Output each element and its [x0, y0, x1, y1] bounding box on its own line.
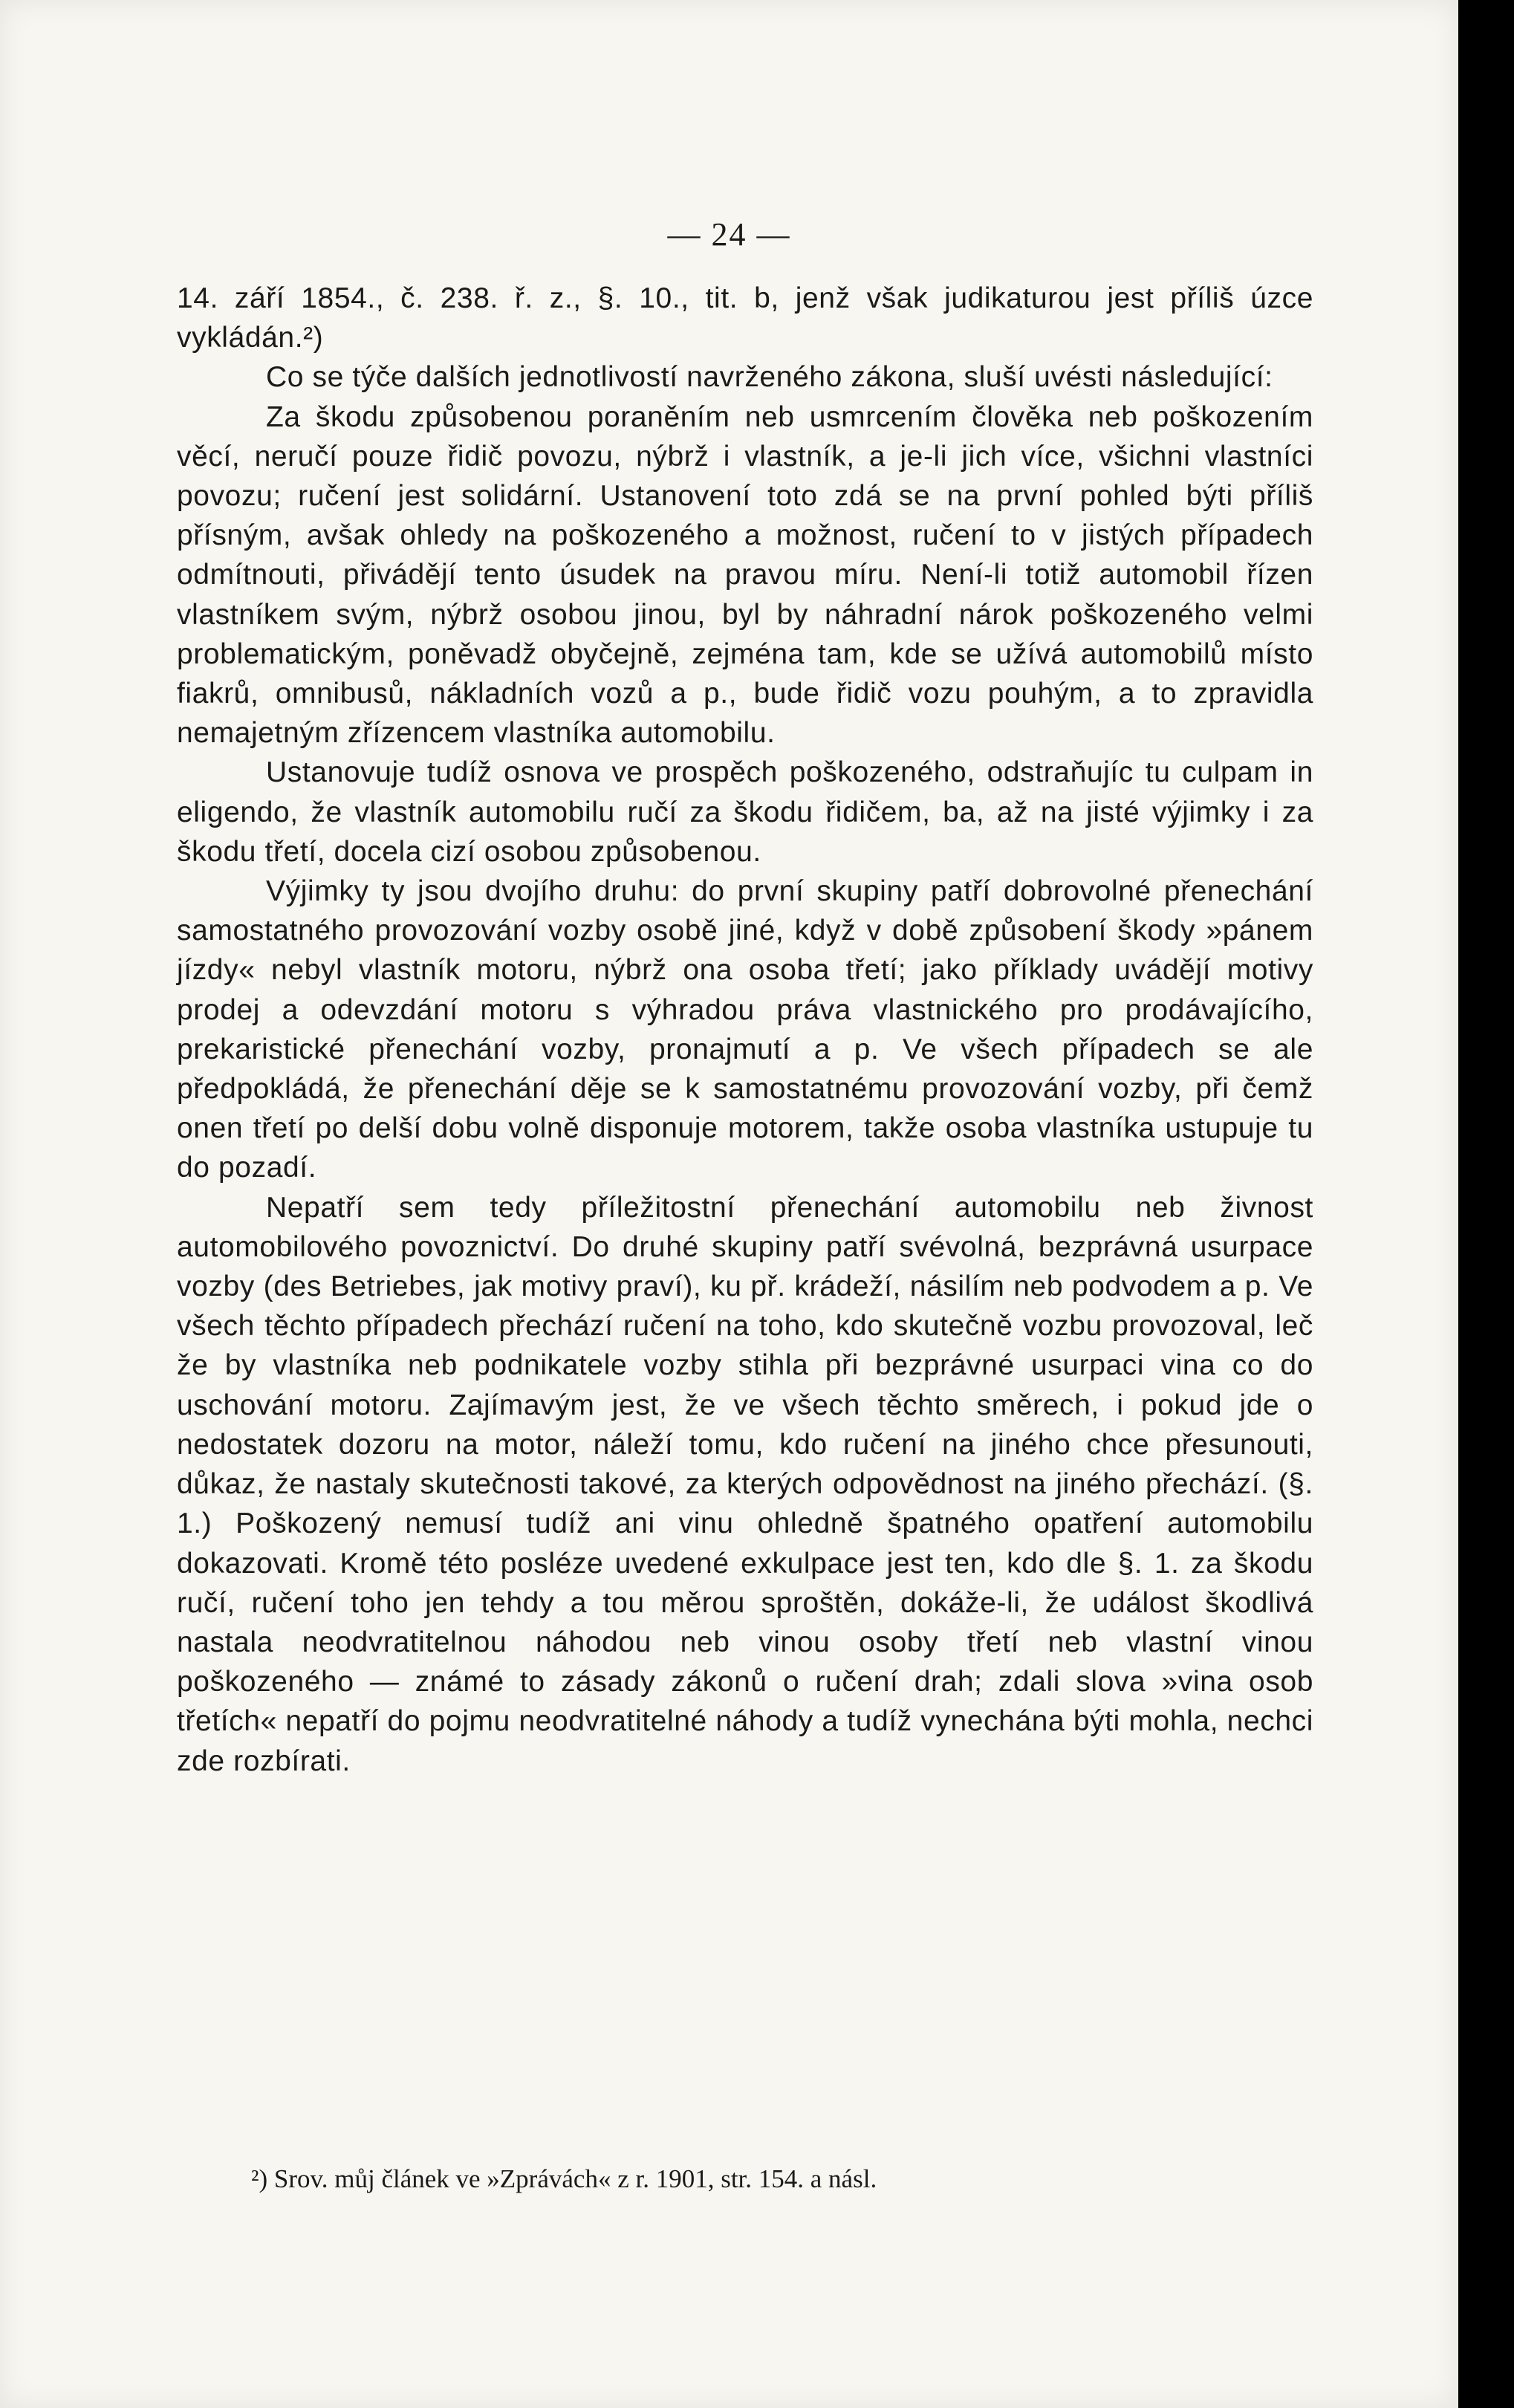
paragraph-3: Za škodu způsobenou poraněním neb usmrcením člověka neb poškozením věcí, neručí pouze řidič povozu, nýbrž i vlastník, a je-li jich více, všichni vlastníci povozu; ručení jest solidární. Ustanovení toto zdá se na první pohled býti příliš přísným, avšak ohledy na poškozeného a možnost, ručení to v jistých případech odmítnouti, přivádějí tento úsudek na pravou míru. Není-li totiž automobil řízen vlastníkem svým, nýbrž osobou jinou, byl by náhradní nárok poškozeného velmi problematickým, poněvadž obyčejně, zejména tam, kde se užívá automobilů místo fiakrů, omnibusů, nákladních vozů a p., bude řidič vozu pouhým, a to zpravidla nemajetným zřízencem vlastníka automobilu. — [177, 400, 1313, 750]
paragraph-1: 14. září 1854., č. 238. ř. z., §. 10., tit. b, jenž však judikaturou jest příliš úzce vykládán.²) — [177, 282, 1313, 354]
paragraph-5: Výjimky ty jsou dvojího druhu: do první skupiny patří dobrovolné přenechání samostatného provozování vozby osobě jiné, když v době způsobení škody »pánem jízdy« nebyl vlastník motoru, nýbrž ona osoba třetí; jako příklady uvádějí motivy prodej a odevzdání motoru s výhradou práva vlastnického pro prodávajícího, prekaristické přenechání vozby, pronajmutí a p. Ve všech případech se ale předpokládá, že přenechání děje se k samostatnému provozování vozby, při čemž onen třetí po delší dobu volně disponuje motorem, takže osoba vlastníka ustupuje tu do pozadí. — [177, 875, 1313, 1184]
page-number: — 24 — — [667, 216, 791, 253]
paragraph-6: Nepatří sem tedy příležitostní přenechání automobilu neb živnost automobilového povoznictví. Do druhé skupiny patří svévolná, bezprávná usurpace vozby (des Betriebes, jak motivy praví), ku př. krádeží, násilím neb podvodem a p. Ve všech těchto případech přechází ručení na toho, kdo skutečně vozbu provozoval, leč že by vlastníka neb podnikatele vozby stihla při bezprávné usurpaci vina co do uschování motoru. Zajímavým jest, že ve všech těchto směrech, i pokud jde o nedostatek dozoru na motor, náleží tomu, kdo ručení na jiného chce přesunouti, důkaz, že nastaly skutečnosti takové, za kterých odpovědnost na jiného přechází. (§. 1.) Poškozený nemusí tudíž ani vinu ohledně špatného opatření automobilu dokazovati. Kromě této posléze uvedené exkulpace jest ten, kdo dle §. 1. za škodu ručí, ručení toho jen tehdy a tou měrou sproštěn, dokáže-li, že událost škodlivá nastala neodvratitelnou náhodou neb vinou osoby třetí neb vlastní vinou poškozeného — známé to zásady zákonů o ručení drah; zdali slova »vina osob třetích« nepatří do pojmu neodvratitelné náhody a tudíž vynechána býti mohla, nechci zde rozbírati. — [177, 1191, 1313, 1777]
footnote: ²) Srov. můj článek ve »Zprávách« z r. 1901, str. 154. a násl. — [251, 2164, 877, 2193]
paragraph-4: Ustanovuje tudíž osnova ve prospěch poškozeného, odstraňujíc tu culpam in eligendo, že vlastník automobilu ručí za škodu řidičem, ba, až na jisté výjimky i za škodu třetí, docela cizí osobou způsobenou. — [177, 756, 1313, 868]
paragraph-2: Co se týče dalších jednotlivostí navrženého zákona, sluší uvésti následující: — [266, 361, 1273, 394]
body-text — [177, 279, 1313, 1781]
